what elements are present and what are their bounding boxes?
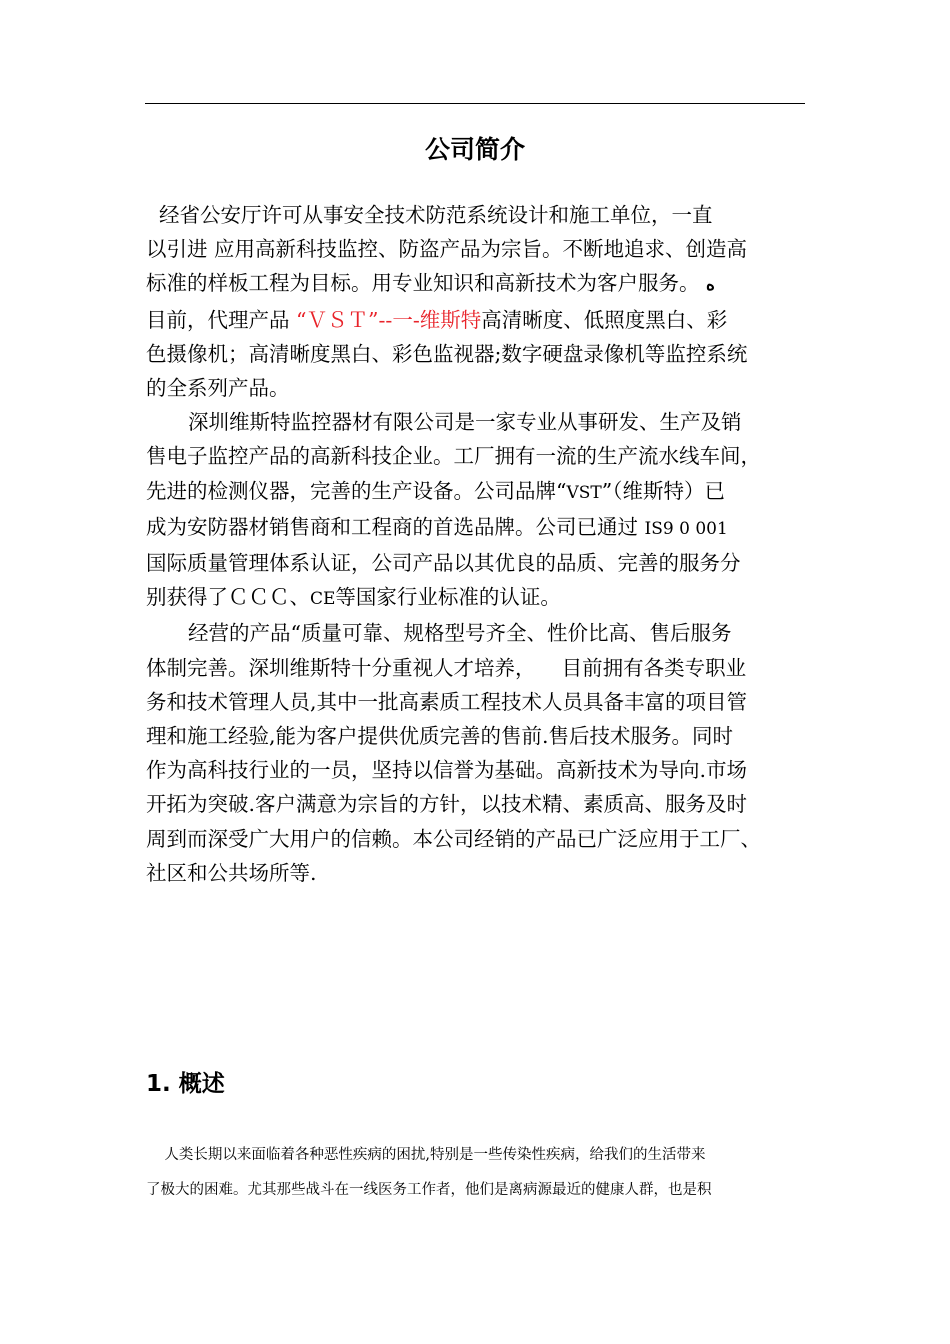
text-line: 经营的产品“质量可靠、规格型号齐全、性价比高、售后服务 — [188, 621, 732, 646]
text-fragment: 高清晰度、低照度黑白、彩 — [481, 307, 728, 332]
overview-section — [146, 1138, 826, 1208]
ce-mark: CE — [310, 589, 336, 610]
text-line: 人类长期以来面临着各种恶性疾病的困扰,特别是一些传染性疾病，给我们的生活带来 — [146, 1147, 706, 1163]
text-line: 作为高科技行业的一员，坚持以信誉为基础。高新技术为导向.市场 — [146, 758, 748, 783]
text-line — [146, 266, 816, 302]
intro-paragraph-3 — [146, 405, 816, 616]
text-line: 务和技术管理人员,其中一批高素质工程技术人员具备丰富的项目管 — [146, 689, 748, 714]
text-line — [146, 510, 816, 546]
text-fragment: 等国家行业标准的认证。 — [335, 585, 561, 610]
intro-paragraph-2 — [146, 303, 816, 406]
intro-paragraph-4 — [146, 616, 816, 890]
text-line: 深圳维斯特监控器材有限公司是一家专业从事研发、生产及销 — [188, 410, 742, 435]
text-fragment: ”（维斯特）已 — [601, 478, 725, 503]
text-line: 社区和公共场所等. — [146, 860, 317, 885]
text-line: 经省公安厅许可从事安全技术防范系统设计和施工单位，一直 — [146, 203, 713, 227]
intro-paragraph-1 — [146, 198, 816, 303]
text-line: 体制完善。深圳维斯特十分重视人才培养， 目前拥有各类专职业 — [146, 655, 747, 680]
brand-name: VST — [566, 482, 602, 503]
text-line: 了极大的困难。尤其那些战斗在一线医务工作者，他们是离病源最近的健康人群，也是积 — [146, 1182, 712, 1198]
iso-standard: IS9 0 001 — [644, 518, 728, 539]
overview-paragraph — [146, 1138, 826, 1208]
text-fragment: 先进的检测仪器，完善的生产设备。公司品牌“ — [146, 478, 567, 503]
text-line: 以引进 应用高新科技监控、防盗产品为宗旨。不断地追求、创造高 — [146, 237, 748, 262]
section-heading: 1. 概述 — [146, 1071, 225, 1097]
text-fragment: 目前，代理产品 — [146, 307, 297, 332]
company-intro — [146, 198, 816, 890]
text-line: 开拓为突破.客户满意为宗旨的方针，以技术精、素质高、服务及时 — [146, 792, 748, 817]
brand-highlight: “ＶＳＴ”--一-维斯特 — [296, 307, 482, 332]
text-line: 售电子监控产品的高新科技企业。工厂拥有一流的生产流水线车间， — [146, 444, 761, 469]
text-line — [146, 580, 816, 616]
text-line: 周到而深受广大用户的信赖。本公司经销的产品已广泛应用于工厂、 — [146, 826, 761, 851]
text-line: 国际质量管理体系认证，公司产品以其优良的品质、完善的服务分 — [146, 551, 741, 576]
text-line — [146, 474, 816, 510]
text-line: 的全系列产品。 — [146, 376, 290, 401]
text-fragment: 成为安防器材销售商和工程商的首选品牌。公司已通过 — [146, 514, 645, 539]
page-title: 公司简介 — [424, 135, 525, 164]
stray-symbol: ه — [706, 275, 715, 296]
text-line: 理和施工经验,能为客户提供优质完善的售前.售后技术服务。同时 — [146, 724, 734, 749]
text-fragment: 标准的样板工程为目标。用专业知识和高新技术为客户服务。 — [146, 271, 700, 296]
text-fragment: 别获得了ＣＣＣ、 — [146, 585, 310, 610]
text-line: 色摄像机；高清晰度黑白、彩色监视器;数字硬盘录像机等监控系统 — [146, 341, 748, 366]
header-rule — [145, 103, 805, 104]
text-line — [146, 303, 816, 337]
